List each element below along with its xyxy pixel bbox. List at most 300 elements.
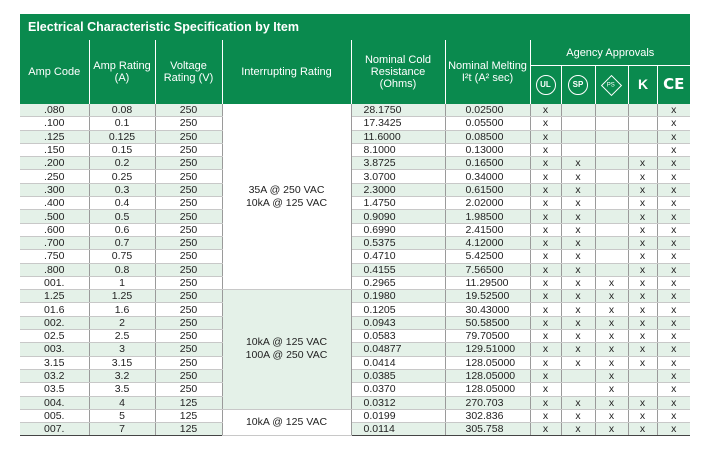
- table-row: [20, 170, 690, 183]
- agency-mark-cell: x: [657, 369, 690, 382]
- agency-mark-cell: [561, 104, 595, 117]
- agency-mark-cell: x: [530, 396, 561, 409]
- spec-table-panel: [20, 14, 690, 436]
- header-interrupting-rating: Interrupting Rating: [222, 40, 351, 104]
- agency-mark-cell: x: [628, 170, 657, 183]
- agency-mark-cell: x: [530, 170, 561, 183]
- amp-rating-cell: 0.15: [89, 143, 155, 156]
- amp-code-cell: .125: [20, 130, 89, 143]
- amp-rating-cell: 2.5: [89, 330, 155, 343]
- amp-code-cell: .150: [20, 143, 89, 156]
- agency-mark-cell: [628, 104, 657, 117]
- melting-cell: 0.34000: [445, 170, 530, 183]
- voltage-cell: 125: [155, 396, 222, 409]
- agency-mark-cell: [628, 369, 657, 382]
- amp-rating-cell: 3: [89, 343, 155, 356]
- melting-cell: 0.61500: [445, 183, 530, 196]
- agency-mark-cell: [561, 143, 595, 156]
- agency-mark-cell: x: [657, 250, 690, 263]
- agency-mark-cell: x: [561, 170, 595, 183]
- table-row: [20, 383, 690, 396]
- agency-mark-cell: x: [530, 383, 561, 396]
- table-row: [20, 343, 690, 356]
- resistance-cell: 0.0943: [351, 316, 445, 329]
- agency-mark-cell: x: [657, 330, 690, 343]
- resistance-cell: 0.1980: [351, 290, 445, 303]
- table-row: [20, 356, 690, 369]
- agency-mark-cell: x: [657, 104, 690, 117]
- agency-mark-cell: x: [628, 197, 657, 210]
- voltage-cell: 250: [155, 143, 222, 156]
- melting-cell: 305.758: [445, 423, 530, 436]
- agency-mark-cell: x: [628, 330, 657, 343]
- agency-mark-cell: x: [657, 276, 690, 289]
- voltage-cell: 250: [155, 223, 222, 236]
- resistance-cell: 0.0370: [351, 383, 445, 396]
- melting-cell: 0.05500: [445, 117, 530, 130]
- interrupting-rating-line: 35A @ 250 VAC: [248, 183, 325, 196]
- resistance-cell: 0.0385: [351, 369, 445, 382]
- resistance-cell: 3.8725: [351, 157, 445, 170]
- agency-mark-cell: x: [530, 423, 561, 436]
- voltage-cell: 250: [155, 250, 222, 263]
- spec-table-body: [20, 104, 690, 436]
- amp-rating-cell: 0.7: [89, 236, 155, 249]
- amp-code-cell: .080: [20, 104, 89, 117]
- agency-mark-cell: x: [561, 250, 595, 263]
- resistance-cell: 2.3000: [351, 183, 445, 196]
- agency-mark-cell: x: [530, 236, 561, 249]
- agency-mark-cell: x: [595, 343, 628, 356]
- resistance-cell: 0.04877: [351, 343, 445, 356]
- table-row: [20, 157, 690, 170]
- agency-mark-cell: x: [595, 423, 628, 436]
- agency-mark-cell: x: [657, 170, 690, 183]
- agency-mark-cell: [595, 117, 628, 130]
- voltage-cell: 125: [155, 409, 222, 422]
- agency-mark-cell: x: [657, 356, 690, 369]
- interrupting-rating-line: 100A @ 250 VAC: [245, 349, 328, 362]
- amp-rating-cell: 4: [89, 396, 155, 409]
- melting-cell: 270.703: [445, 396, 530, 409]
- agency-mark-cell: x: [657, 183, 690, 196]
- voltage-cell: 250: [155, 210, 222, 223]
- agency-mark-cell: x: [530, 250, 561, 263]
- agency-mark-cell: x: [628, 396, 657, 409]
- agency-mark-cell: x: [530, 303, 561, 316]
- agency-mark-cell: x: [657, 130, 690, 143]
- table-row: [20, 396, 690, 409]
- melting-cell: 5.42500: [445, 250, 530, 263]
- voltage-cell: 250: [155, 104, 222, 117]
- amp-code-cell: .800: [20, 263, 89, 276]
- melting-cell: 0.16500: [445, 157, 530, 170]
- agency-mark-cell: x: [530, 409, 561, 422]
- amp-code-cell: 1.25: [20, 290, 89, 303]
- amp-code-cell: .200: [20, 157, 89, 170]
- amp-rating-cell: 3.15: [89, 356, 155, 369]
- agency-mark-cell: x: [628, 356, 657, 369]
- agency-mark-cell: x: [657, 316, 690, 329]
- agency-mark-cell: [595, 223, 628, 236]
- agency-mark-cell: x: [628, 276, 657, 289]
- kc-icon: K: [637, 76, 648, 93]
- agency-mark-cell: x: [561, 330, 595, 343]
- amp-code-cell: 3.15: [20, 356, 89, 369]
- agency-mark-cell: x: [530, 290, 561, 303]
- agency-mark-cell: x: [628, 290, 657, 303]
- agency-mark-cell: x: [595, 369, 628, 382]
- agency-mark-cell: [595, 104, 628, 117]
- agency-mark-cell: x: [595, 409, 628, 422]
- amp-code-cell: 004.: [20, 396, 89, 409]
- resistance-cell: 0.4155: [351, 263, 445, 276]
- amp-rating-cell: 2: [89, 316, 155, 329]
- agency-mark-cell: x: [595, 290, 628, 303]
- voltage-cell: 125: [155, 423, 222, 436]
- melting-cell: 79.70500: [445, 330, 530, 343]
- voltage-cell: 250: [155, 170, 222, 183]
- amp-code-cell: .100: [20, 117, 89, 130]
- amp-rating-cell: 1: [89, 276, 155, 289]
- resistance-cell: 0.0199: [351, 409, 445, 422]
- agency-mark-cell: [595, 236, 628, 249]
- header-amp-code: Amp Code: [20, 40, 89, 104]
- resistance-cell: 1.4750: [351, 197, 445, 210]
- amp-rating-cell: 0.8: [89, 263, 155, 276]
- agency-mark-cell: x: [561, 183, 595, 196]
- agency-mark-cell: [595, 250, 628, 263]
- melting-cell: 0.02500: [445, 104, 530, 117]
- amp-code-cell: .750: [20, 250, 89, 263]
- amp-code-cell: 02.5: [20, 330, 89, 343]
- voltage-cell: 250: [155, 343, 222, 356]
- agency-mark-cell: x: [657, 423, 690, 436]
- ul-icon: UL: [536, 75, 556, 95]
- agency-mark-cell: x: [530, 330, 561, 343]
- resistance-cell: 0.0114: [351, 423, 445, 436]
- header-voltage-rating: Voltage Rating (V): [155, 40, 222, 104]
- agency-mark-cell: x: [628, 236, 657, 249]
- agency-mark-cell: x: [657, 396, 690, 409]
- agency-mark-cell: x: [561, 396, 595, 409]
- agency-mark-cell: [595, 170, 628, 183]
- agency-mark-cell: [628, 383, 657, 396]
- resistance-cell: 0.2965: [351, 276, 445, 289]
- amp-code-cell: 002.: [20, 316, 89, 329]
- agency-mark-cell: [561, 117, 595, 130]
- amp-code-cell: .300: [20, 183, 89, 196]
- agency-mark-cell: x: [595, 356, 628, 369]
- agency-mark-cell: x: [595, 276, 628, 289]
- amp-rating-cell: 0.75: [89, 250, 155, 263]
- agency-mark-cell: x: [530, 276, 561, 289]
- interrupting-rating-cell: [222, 104, 351, 290]
- voltage-cell: 250: [155, 117, 222, 130]
- agency-mark-cell: [628, 117, 657, 130]
- agency-mark-cell: x: [657, 236, 690, 249]
- agency-mark-cell: x: [530, 183, 561, 196]
- agency-mark-cell: x: [628, 303, 657, 316]
- resistance-cell: 0.0414: [351, 356, 445, 369]
- agency-mark-cell: x: [657, 303, 690, 316]
- agency-mark-cell: x: [561, 290, 595, 303]
- amp-code-cell: .500: [20, 210, 89, 223]
- amp-code-cell: 003.: [20, 343, 89, 356]
- voltage-cell: 250: [155, 369, 222, 382]
- table-row: [20, 104, 690, 117]
- table-row: [20, 210, 690, 223]
- resistance-cell: 0.9090: [351, 210, 445, 223]
- agency-mark-cell: x: [561, 303, 595, 316]
- voltage-cell: 250: [155, 316, 222, 329]
- melting-cell: 2.41500: [445, 223, 530, 236]
- table-row: [20, 250, 690, 263]
- resistance-cell: 11.6000: [351, 130, 445, 143]
- amp-code-cell: .250: [20, 170, 89, 183]
- agency-mark-cell: x: [530, 263, 561, 276]
- table-row: [20, 330, 690, 343]
- agency-mark-cell: x: [628, 210, 657, 223]
- agency-mark-cell: [595, 183, 628, 196]
- interrupting-rating-line: 10kA @ 125 VAC: [245, 196, 328, 209]
- voltage-cell: 250: [155, 383, 222, 396]
- agency-mark-cell: [628, 130, 657, 143]
- amp-rating-cell: 1.25: [89, 290, 155, 303]
- table-row: [20, 197, 690, 210]
- agency-icon-cell: [530, 66, 561, 104]
- table-row: [20, 183, 690, 196]
- agency-mark-cell: [561, 383, 595, 396]
- agency-mark-cell: x: [657, 383, 690, 396]
- table-title: Electrical Characteristic Specification by Item: [20, 14, 690, 40]
- agency-mark-cell: x: [530, 223, 561, 236]
- csa-icon: SP: [568, 75, 588, 95]
- melting-cell: 0.08500: [445, 130, 530, 143]
- agency-mark-cell: x: [530, 117, 561, 130]
- header-amp-rating: Amp Rating (A): [89, 40, 155, 104]
- table-row: [20, 236, 690, 249]
- melting-cell: 11.29500: [445, 276, 530, 289]
- header-melting-unit: I²t (A² sec): [461, 72, 514, 84]
- agency-mark-cell: x: [628, 409, 657, 422]
- amp-rating-cell: 1.6: [89, 303, 155, 316]
- pse-icon: PS: [601, 75, 622, 96]
- amp-code-cell: 001.: [20, 276, 89, 289]
- agency-mark-cell: x: [561, 210, 595, 223]
- interrupting-rating-cell: [222, 409, 351, 436]
- agency-mark-cell: x: [530, 356, 561, 369]
- melting-cell: 30.43000: [445, 303, 530, 316]
- melting-cell: 4.12000: [445, 236, 530, 249]
- amp-code-cell: 005.: [20, 409, 89, 422]
- amp-rating-cell: 0.25: [89, 170, 155, 183]
- agency-mark-cell: x: [530, 369, 561, 382]
- agency-mark-cell: [561, 130, 595, 143]
- agency-mark-cell: x: [657, 143, 690, 156]
- agency-mark-cell: x: [561, 316, 595, 329]
- table-row: [20, 143, 690, 156]
- table-row: [20, 303, 690, 316]
- agency-mark-cell: [595, 210, 628, 223]
- melting-cell: 128.05000: [445, 356, 530, 369]
- agency-mark-cell: x: [657, 210, 690, 223]
- agency-mark-cell: x: [595, 303, 628, 316]
- amp-rating-cell: 0.2: [89, 157, 155, 170]
- agency-mark-cell: x: [561, 236, 595, 249]
- amp-code-cell: .600: [20, 223, 89, 236]
- agency-mark-cell: x: [561, 263, 595, 276]
- table-row: [20, 117, 690, 130]
- resistance-cell: 0.1205: [351, 303, 445, 316]
- amp-rating-cell: 3.2: [89, 369, 155, 382]
- header-agency-approvals: Agency Approvals: [530, 40, 690, 66]
- voltage-cell: 250: [155, 263, 222, 276]
- spec-table: [20, 40, 690, 436]
- interrupting-rating-line: 10kA @ 125 VAC: [245, 336, 328, 349]
- melting-cell: 1.98500: [445, 210, 530, 223]
- amp-code-cell: .700: [20, 236, 89, 249]
- amp-rating-cell: 0.08: [89, 104, 155, 117]
- header-nominal-melting: [445, 40, 530, 104]
- agency-mark-cell: x: [628, 223, 657, 236]
- amp-rating-cell: 7: [89, 423, 155, 436]
- amp-code-cell: .400: [20, 197, 89, 210]
- agency-mark-cell: x: [561, 223, 595, 236]
- melting-cell: 2.02000: [445, 197, 530, 210]
- agency-mark-cell: x: [561, 409, 595, 422]
- agency-icon-cell: [595, 66, 628, 104]
- voltage-cell: 250: [155, 236, 222, 249]
- melting-cell: 128.05000: [445, 369, 530, 382]
- header-melting-label: Nominal Melting: [448, 60, 527, 72]
- table-row: [20, 263, 690, 276]
- resistance-cell: 17.3425: [351, 117, 445, 130]
- table-row: [20, 223, 690, 236]
- amp-code-cell: 007.: [20, 423, 89, 436]
- amp-rating-cell: 5: [89, 409, 155, 422]
- melting-cell: 302.836: [445, 409, 530, 422]
- table-row: [20, 369, 690, 382]
- agency-mark-cell: x: [628, 343, 657, 356]
- agency-mark-cell: x: [530, 210, 561, 223]
- interrupting-rating-line: 10kA @ 125 VAC: [245, 416, 328, 429]
- agency-mark-cell: x: [530, 143, 561, 156]
- agency-mark-cell: x: [530, 343, 561, 356]
- voltage-cell: 250: [155, 183, 222, 196]
- table-row: [20, 316, 690, 329]
- table-row: [20, 276, 690, 289]
- agency-mark-cell: x: [628, 263, 657, 276]
- amp-rating-cell: 0.5: [89, 210, 155, 223]
- agency-mark-cell: [595, 143, 628, 156]
- agency-mark-cell: x: [657, 263, 690, 276]
- amp-rating-cell: 0.1: [89, 117, 155, 130]
- agency-mark-cell: x: [561, 197, 595, 210]
- amp-rating-cell: 3.5: [89, 383, 155, 396]
- resistance-cell: 0.6990: [351, 223, 445, 236]
- resistance-cell: 0.0583: [351, 330, 445, 343]
- resistance-cell: 28.1750: [351, 104, 445, 117]
- ce-icon: CE: [663, 75, 685, 94]
- interrupting-rating-cell: [222, 290, 351, 410]
- melting-cell: 0.13000: [445, 143, 530, 156]
- voltage-cell: 250: [155, 356, 222, 369]
- agency-mark-cell: x: [628, 250, 657, 263]
- resistance-cell: 3.0700: [351, 170, 445, 183]
- agency-icon-cell: [628, 66, 657, 104]
- agency-mark-cell: [595, 197, 628, 210]
- agency-mark-cell: x: [561, 423, 595, 436]
- amp-code-cell: 03.2: [20, 369, 89, 382]
- agency-mark-cell: x: [530, 104, 561, 117]
- table-row: [20, 290, 690, 303]
- amp-code-cell: 01.6: [20, 303, 89, 316]
- agency-mark-cell: x: [595, 316, 628, 329]
- agency-mark-cell: x: [657, 157, 690, 170]
- amp-rating-cell: 0.4: [89, 197, 155, 210]
- agency-mark-cell: x: [561, 343, 595, 356]
- agency-mark-cell: x: [595, 383, 628, 396]
- voltage-cell: 250: [155, 157, 222, 170]
- agency-mark-cell: x: [628, 157, 657, 170]
- agency-mark-cell: [595, 157, 628, 170]
- agency-mark-cell: x: [657, 343, 690, 356]
- table-row: [20, 130, 690, 143]
- header-nominal-resistance: Nominal Cold Resistance (Ohms): [351, 40, 445, 104]
- agency-mark-cell: x: [561, 276, 595, 289]
- resistance-cell: 0.0312: [351, 396, 445, 409]
- agency-mark-cell: x: [628, 316, 657, 329]
- voltage-cell: 250: [155, 330, 222, 343]
- table-row: [20, 423, 690, 436]
- table-row: [20, 409, 690, 422]
- agency-mark-cell: [561, 369, 595, 382]
- melting-cell: 50.58500: [445, 316, 530, 329]
- agency-mark-cell: [628, 143, 657, 156]
- voltage-cell: 250: [155, 303, 222, 316]
- agency-mark-cell: x: [561, 356, 595, 369]
- melting-cell: 128.05000: [445, 383, 530, 396]
- amp-rating-cell: 0.6: [89, 223, 155, 236]
- resistance-cell: 0.5375: [351, 236, 445, 249]
- resistance-cell: 8.1000: [351, 143, 445, 156]
- agency-mark-cell: x: [530, 130, 561, 143]
- agency-mark-cell: x: [657, 197, 690, 210]
- melting-cell: 129.51000: [445, 343, 530, 356]
- voltage-cell: 250: [155, 290, 222, 303]
- agency-mark-cell: x: [530, 197, 561, 210]
- amp-code-cell: 03.5: [20, 383, 89, 396]
- amp-rating-cell: 0.3: [89, 183, 155, 196]
- melting-cell: 7.56500: [445, 263, 530, 276]
- agency-mark-cell: x: [530, 316, 561, 329]
- amp-rating-cell: 0.125: [89, 130, 155, 143]
- agency-mark-cell: x: [530, 157, 561, 170]
- agency-mark-cell: [595, 130, 628, 143]
- agency-mark-cell: x: [657, 223, 690, 236]
- voltage-cell: 250: [155, 197, 222, 210]
- agency-mark-cell: x: [595, 330, 628, 343]
- agency-mark-cell: x: [561, 157, 595, 170]
- voltage-cell: 250: [155, 130, 222, 143]
- resistance-cell: 0.4710: [351, 250, 445, 263]
- agency-mark-cell: x: [657, 117, 690, 130]
- agency-mark-cell: x: [595, 396, 628, 409]
- melting-cell: 19.52500: [445, 290, 530, 303]
- agency-icon-cell: [657, 66, 690, 104]
- agency-mark-cell: [595, 263, 628, 276]
